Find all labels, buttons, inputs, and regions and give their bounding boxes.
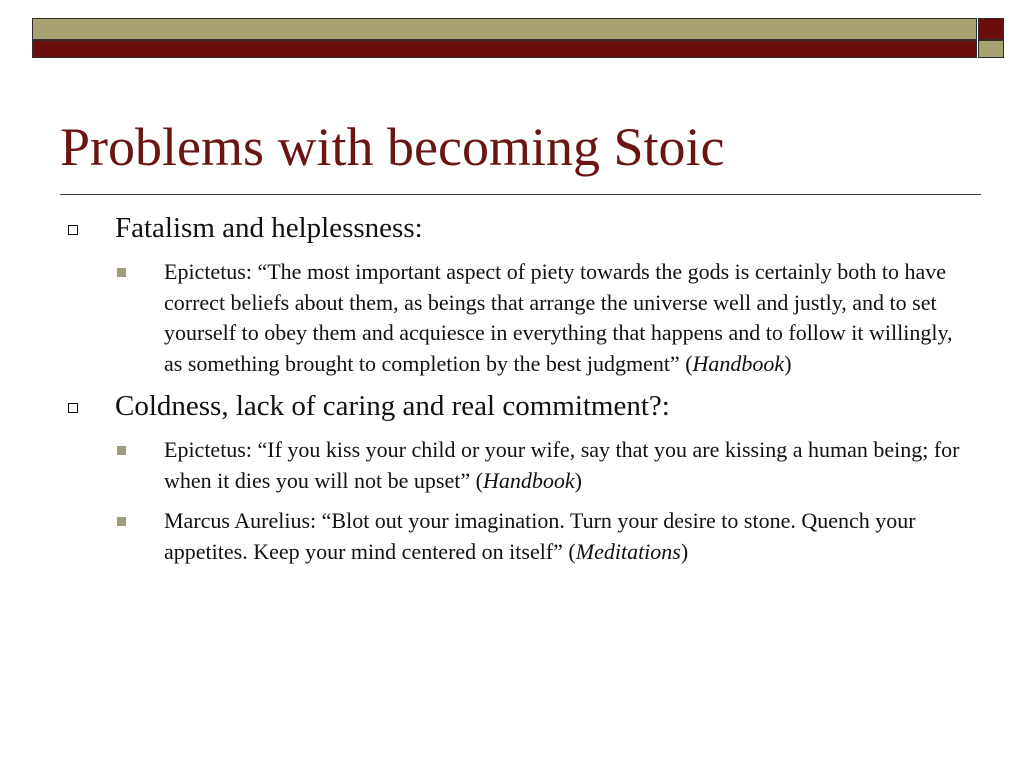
filled-square-bullet-icon (117, 268, 126, 277)
bullet-point (66, 212, 966, 245)
citation: Meditations (575, 538, 681, 564)
citation-close: ) (574, 467, 582, 493)
filled-square-bullet-icon (117, 517, 126, 526)
citation: Handbook (692, 350, 785, 376)
slide-body (66, 212, 966, 567)
header-bar-olive (32, 18, 977, 40)
sub-bullet-point (66, 257, 974, 379)
square-bullet-icon (68, 403, 78, 413)
quote-text: Epictetus: “If you kiss your child or your wife, say that you are kissing a human being; for when it dies you will not be upset” ( (164, 437, 960, 493)
sub-bullet-point (66, 435, 974, 496)
citation: Handbook (482, 467, 575, 493)
citation-close: ) (784, 350, 792, 376)
bullet-point (66, 390, 966, 423)
slide-title: Problems with becoming Stoic (60, 117, 725, 177)
sub-bullet-point (66, 506, 974, 567)
header-corner-olive (978, 40, 1004, 58)
bullet-text: Coldness, lack of caring and real commitment?: (115, 390, 670, 422)
quote-text: Epictetus: “The most important aspect of piety towards the gods is certainly both to have correct beliefs about them, as beings that arrange the universe well and justly, and to set yourself to obey them and acquiesce in everything that happens and to follow it willingly, as something brought to completion by the best judgment” ( (164, 259, 953, 376)
header-bar-maroon (32, 40, 977, 58)
filled-square-bullet-icon (117, 446, 126, 455)
header-corner-maroon (978, 18, 1004, 40)
title-divider (60, 194, 981, 195)
bullet-text: Fatalism and helplessness: (115, 212, 423, 244)
citation-close: ) (680, 538, 689, 564)
square-bullet-icon (68, 225, 78, 235)
quote-text: Marcus Aurelius: “Blot out your imagination. Turn your desire to stone. Quench your appetites. Keep your mind centered on itself” ( (164, 508, 916, 564)
